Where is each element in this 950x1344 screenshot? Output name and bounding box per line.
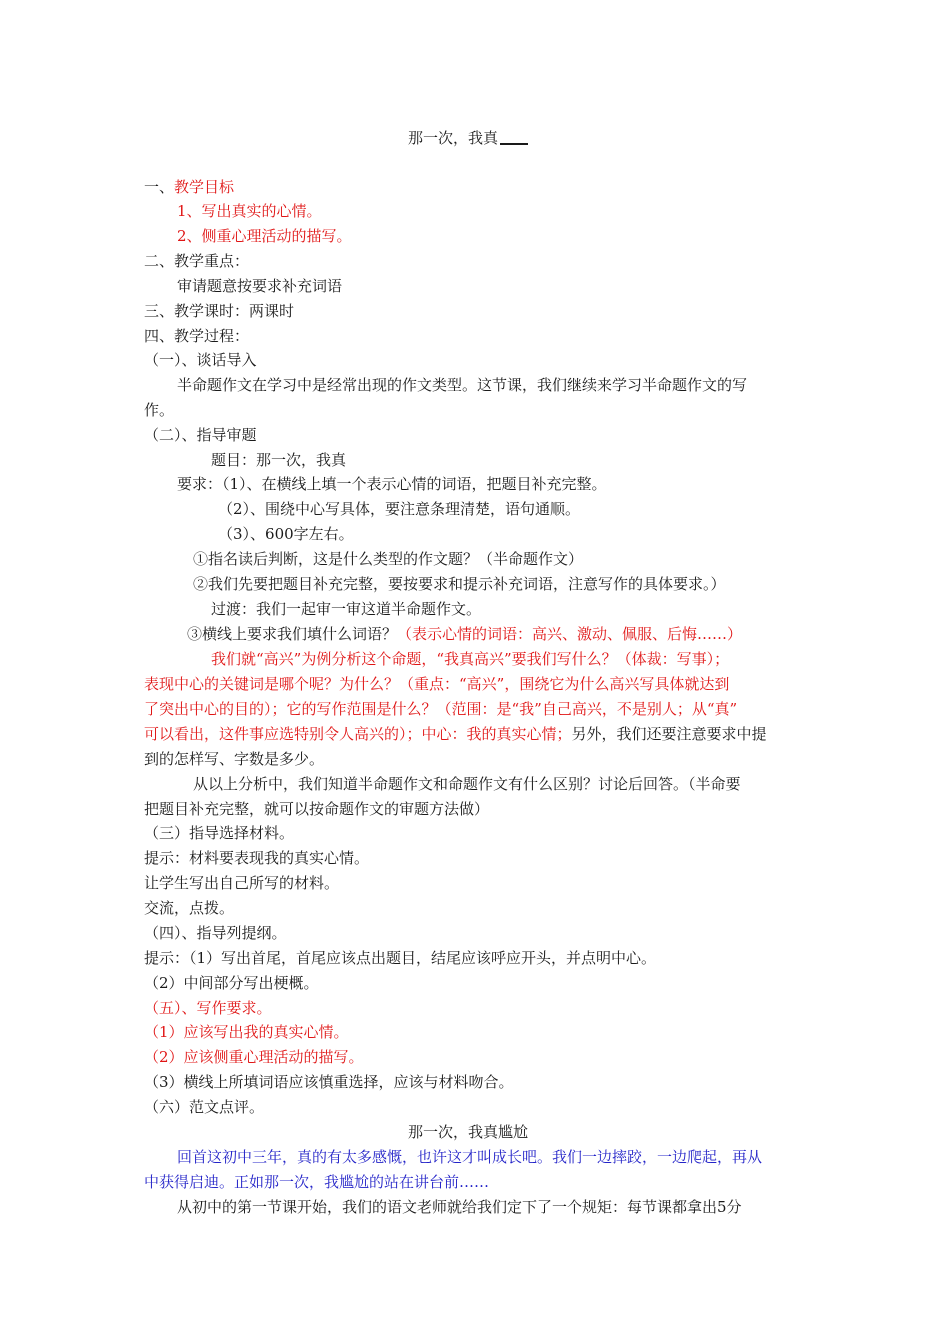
- section-title: 教学目标: [174, 178, 235, 196]
- paragraph-line: 过渡：我们一起审一审这道半命题作文。: [211, 600, 482, 618]
- subsection-heading: （五）、写作要求。: [144, 999, 272, 1017]
- goal-item: 2、侧重心理活动的描写。: [177, 227, 352, 245]
- paragraph-line: 我们就“高兴”为例分析这个命题，“我真高兴”要我们写什么？（体裁：写事）；: [211, 650, 730, 668]
- paragraph-line: （1）应该写出我的真实心情。: [144, 1023, 349, 1041]
- section-1-heading: [144, 177, 810, 197]
- paragraph-line: （2）中间部分写出梗概。: [144, 974, 319, 992]
- section-number: 一、: [144, 178, 175, 196]
- paragraph-line: 到的怎样写、字数是多少。: [144, 750, 325, 768]
- subsection-heading: （一）、谈话导入: [144, 351, 257, 369]
- paragraph-line: （3）、600字左右。: [218, 525, 354, 543]
- paragraph-line: 作。: [144, 401, 175, 419]
- red-text: 可以看出，这件事应选特别令人高兴的）；中心：我的真实心情；: [144, 725, 572, 743]
- paragraph-line: 提示：材料要表现我的真实心情。: [144, 849, 370, 867]
- black-text: 另外，我们还要注意要求中提: [571, 725, 767, 743]
- section-2-heading: 二、教学重点：: [144, 252, 250, 270]
- doc-title: [0, 128, 936, 148]
- paragraph-line: 把题目补充完整，就可以按命题作文的审题方法做）: [144, 800, 490, 818]
- paragraph-line: （3）横线上所填词语应该慎重选择，应该与材料吻合。: [144, 1073, 514, 1091]
- essay-line: 回首这初中三年，真的有太多感慨，也许这才叫成长吧。我们一边摔跤，一边爬起，再从: [177, 1148, 763, 1166]
- paragraph-line: 了突出中心的目的）；它的写作范围是什么？（范围：是“我”自己高兴，不是别人；从“真”: [144, 700, 738, 718]
- paragraph-line: 交流，点拨。: [144, 899, 235, 917]
- subsection-heading: （六）范文点评。: [144, 1098, 265, 1116]
- question-text: ③横线上要求我们填什么词语？: [187, 625, 398, 643]
- doc-title-text: 那一次，我真: [407, 129, 498, 147]
- paragraph-line: 题目：那一次，我真: [211, 451, 347, 469]
- paragraph-line: 从以上分析中，我们知道半命题作文和命题作文有什么区别？讨论后回答。（半命要: [193, 775, 741, 793]
- paragraph-line: 要求：（1）、在横线上填一个表示心情的词语，把题目补充完整。: [177, 475, 607, 493]
- section-3-heading: 三、教学课时：两课时: [144, 302, 295, 320]
- subsection-heading: （四）、指导列提纲。: [144, 924, 287, 942]
- paragraph-line: 审请题意按要求补充词语: [177, 277, 343, 295]
- essay-line: 从初中的第一节课开始，我们的语文老师就给我们定下了一个规矩：每节课都拿出5分: [177, 1198, 742, 1216]
- sample-essay-title: 那一次，我真尴尬: [407, 1123, 528, 1141]
- paragraph-line: （2）应该侧重心理活动的描写。: [144, 1048, 364, 1066]
- essay-line: 中获得启迪。正如那一次，我尴尬的站在讲台前……: [144, 1173, 490, 1191]
- paragraph-line: （2）、围绕中心写具体，要注意条理清楚，语句通顺。: [218, 500, 581, 518]
- paragraph-line: ②我们先要把题目补充完整，要按要求和提示补充词语，注意写作的具体要求。）: [193, 575, 726, 593]
- paragraph-line: 表现中心的关键词是哪个呢？为什么？（重点：“高兴”，围绕它为什么高兴写具体就达到: [144, 675, 730, 693]
- paragraph-line: [144, 724, 810, 744]
- answer-text: （表示心情的词语：高兴、激动、佩服、后悔……）: [397, 625, 743, 643]
- section-4-heading: 四、教学过程：: [144, 327, 250, 345]
- paragraph-line: 让学生写出自己所写的材料。: [144, 874, 340, 892]
- subsection-heading: （二）、指导审题: [144, 426, 257, 444]
- paragraph-line: [187, 624, 853, 644]
- title-blank-line: [500, 129, 528, 145]
- paragraph-line: ①指名读后判断，这是什么类型的作文题？（半命题作文）: [193, 550, 584, 568]
- paragraph-line: 半命题作文在学习中是经常出现的作文类型。这节课，我们继续来学习半命题作文的写: [177, 376, 748, 394]
- subsection-heading: （三）指导选择材料。: [144, 824, 295, 842]
- goal-item: 1、写出真实的心情。: [177, 202, 322, 220]
- paragraph-line: 提示：（1）写出首尾，首尾应该点出题目，结尾应该呼应开头，并点明中心。: [144, 949, 657, 967]
